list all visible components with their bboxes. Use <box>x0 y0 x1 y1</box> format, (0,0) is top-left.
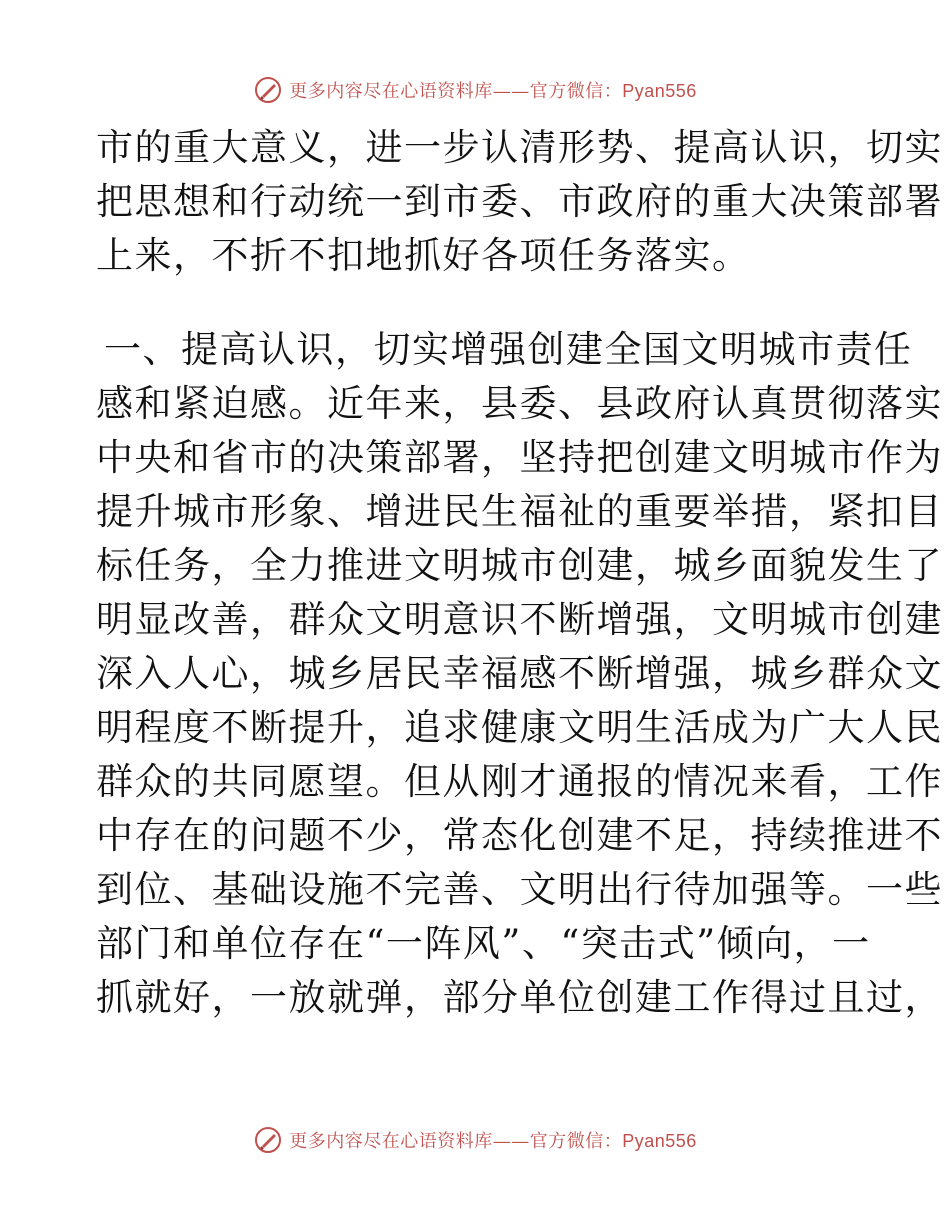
paragraph-section-one <box>96 323 943 1025</box>
footer-watermark <box>0 1120 950 1160</box>
text-line: 中存在的问题不少，常态化创建不足，持续推进不 <box>96 814 943 857</box>
watermark-text <box>289 1127 697 1153</box>
watermark-wechat-label: 官方微信： <box>529 1131 623 1152</box>
text-line: 深入人心，城乡居民幸福感不断增强，城乡群众文 <box>96 652 943 695</box>
text-line: 群众的共同愿望。但从刚才通报的情况来看，工作 <box>96 760 943 803</box>
text-line: 上来，不折不扣地抓好各项任务落实。 <box>96 234 751 277</box>
text-line: 提升城市形象、增进民生福祉的重要举措，紧扣目 <box>96 490 943 533</box>
watermark-separator: —— <box>492 1131 530 1152</box>
text-line: 感和紧迫感。近年来，县委、县政府认真贯彻落实 <box>96 382 943 425</box>
header-watermark <box>0 70 950 110</box>
section-heading-line: 一、提高认识，切实增强创建全国文明城市责任 <box>104 328 913 371</box>
text-line: 明显改善，群众文明意识不断增强，文明城市创建 <box>96 598 943 641</box>
text-line: 抓就好，一放就弹，部分单位创建工作得过且过， <box>96 976 943 1019</box>
text-line: 部门和单位存在“一阵风”、“突击式”倾向，一 <box>96 922 871 965</box>
text-line: 把思想和行动统一到市委、市政府的重大决策部署 <box>96 180 943 223</box>
document-body <box>96 121 943 1025</box>
quill-pen-logo-icon <box>253 1125 283 1155</box>
paragraph-continuation <box>96 121 943 283</box>
watermark-wechat-label: 官方微信： <box>529 81 623 102</box>
watermark-text <box>289 77 697 103</box>
watermark-brand: 更多内容尽在心语资料库 <box>289 1131 493 1152</box>
watermark-brand: 更多内容尽在心语资料库 <box>289 81 493 102</box>
watermark-wechat-id: Pyan556 <box>622 81 697 101</box>
text-line: 标任务，全力推进文明城市创建，城乡面貌发生了 <box>96 544 943 587</box>
watermark-separator: —— <box>492 81 530 102</box>
text-line: 中央和省市的决策部署，坚持把创建文明城市作为 <box>96 436 943 479</box>
text-line: 到位、基础设施不完善、文明出行待加强等。一些 <box>96 868 943 911</box>
quill-pen-logo-icon <box>253 75 283 105</box>
text-line: 明程度不断提升，追求健康文明生活成为广大人民 <box>96 706 943 749</box>
paragraph-gap <box>96 283 856 323</box>
text-line: 市的重大意义，进一步认清形势、提高认识，切实 <box>96 126 943 169</box>
watermark-wechat-id: Pyan556 <box>622 1131 697 1151</box>
